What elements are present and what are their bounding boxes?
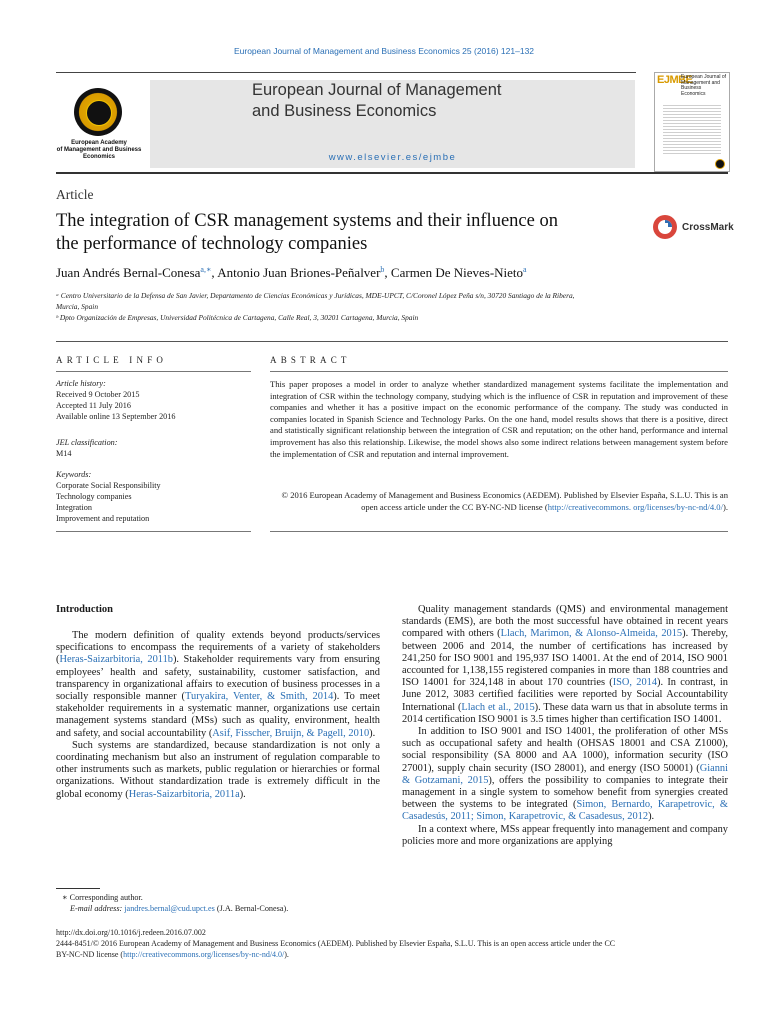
paragraph-text: ), offers the possibility to companies to integrate their management in a single system to somehow benefit from synergies created between the systems to be integrated ( bbox=[402, 774, 728, 811]
author-affiliation-mark[interactable]: a,∗ bbox=[200, 265, 212, 274]
introduction-heading: Introduction bbox=[56, 604, 113, 615]
paragraph-text: Such systems are standardized, because standardization is not only a coordinating mechanism but also an instrument of regulation comparable to other instruments such as markets, public regulation or hierarchies or formal organizations. Without standardization trade is extremely difficult in the global economy ( bbox=[56, 739, 380, 800]
article-info-rule bbox=[56, 371, 251, 372]
header-bottom-rule bbox=[56, 172, 728, 174]
abstract-bottom-rule bbox=[270, 531, 728, 532]
paragraph-text: ). bbox=[648, 811, 655, 823]
article-info-bottom-rule bbox=[56, 531, 251, 532]
logo-caption: European Academy of Management and Business Economics bbox=[56, 140, 142, 160]
paragraph-text: ). bbox=[239, 788, 246, 800]
article-history: Article history: Received 9 October 2015 Accepted 11 July 2016 Available online 13 September 2016 bbox=[56, 379, 176, 421]
doi-link[interactable]: http://dx.doi.org/10.1016/j.redeen.2016.07.002 bbox=[56, 928, 206, 937]
email-link[interactable]: jandres.bernal@cud.upct.es bbox=[124, 904, 215, 913]
paragraph-text: ). To meet stakeholder requirements in a systematic manner, organizations use certain management systems standard (MSs) such as quality, environment, health and safety, and social accountability ( bbox=[56, 691, 380, 739]
keyword: Improvement and reputation bbox=[56, 514, 150, 523]
affiliation-a: ᵃ Centro Universitario de la Defensa de San Javier, Departamento de Ciencias Económicas y Jurídicas, MDE-UPCT, C/Coronel López Peña s/n, 30720 Santiago de la Ribera, Murcia, Spain bbox=[56, 291, 575, 311]
body-left-column bbox=[56, 630, 380, 801]
paragraph-text: ). Stakeholder requirements vary from ensuring employees’ health and safety, sustainability, customer satisfaction, and transparency in organizational affairs to execution of business processes in a socially responsible manner ( bbox=[56, 654, 380, 703]
citation-link[interactable]: Asif, Fisscher, Bruijn, & Pagell, 2010 bbox=[212, 727, 370, 739]
cover-text-lines bbox=[663, 103, 721, 155]
paragraph-text: In addition to ISO 9001 and ISO 14001, the proliferation of other MSs such as occupational safety and health (OHSAS 18001 and CSA Z1000), social responsibility (SA 8000 and AA 1000), information security (ISO 27001), supply chain security (ISO 28001), and energy (ISO 50001) ( bbox=[402, 726, 728, 774]
article-info-heading: ARTICLE INFO bbox=[56, 355, 168, 365]
citation-link[interactable]: ISO, 2014 bbox=[612, 677, 658, 689]
keywords: Keywords: Corporate Social Responsibility Technology companies Integration Improvement and reputation bbox=[56, 469, 251, 524]
body-right-column bbox=[402, 604, 728, 848]
journal-cover-thumbnail bbox=[654, 72, 730, 172]
citation-link[interactable]: Llach, Marimon, & Alonso-Almeida, 2015 bbox=[500, 628, 683, 640]
crossmark-icon bbox=[652, 214, 678, 240]
abstract-heading: ABSTRACT bbox=[270, 355, 351, 365]
paragraph bbox=[56, 740, 380, 801]
paragraph-text: The modern definition of quality extends beyond products/services specifications to encompass the requirements of a variety of stakeholders ( bbox=[56, 630, 380, 666]
crossmark-label: CrossMark bbox=[682, 222, 734, 233]
license-link[interactable]: org/licenses/by-nc-nd/4.0/ bbox=[633, 501, 723, 512]
citation-link[interactable]: Llach et al., 2015 bbox=[461, 701, 535, 713]
paragraph bbox=[402, 726, 728, 824]
citation-link[interactable]: Heras-Saizarbitoria, 2011b bbox=[59, 654, 173, 666]
abstract-copyright: © 2016 European Academy of Management and Business Economics (AEDEM). Published by Elsevier España, S.L.U. This is an open access article under the CC BY-NC-ND license (http://creativecommons. org/licenses/by-nc-nd/4.0/). bbox=[281, 490, 728, 512]
author-name[interactable]: Carmen De Nieves-Nieto bbox=[390, 265, 524, 280]
citation-link[interactable]: Simon, Bernardo, Karapetrovic, & Casadesús, 2011; Simon, Karapetrovic, & Casadesus, 2012 bbox=[402, 799, 729, 823]
cover-title: European Journal of Management and Business Economics bbox=[681, 74, 727, 97]
footer-license-link[interactable]: http://creativecommons.org/licenses/by-nc-nd/4.0/ bbox=[123, 950, 285, 959]
affiliation-b: ᵇ Dpto Organización de Empresas, Universidad Politécnica de Cartagena, Calle Real, 3, 30201 Cartagena, Murcia, Spain bbox=[56, 313, 419, 322]
footnote-rule bbox=[56, 888, 100, 889]
paragraph bbox=[56, 630, 380, 740]
paragraph-text: ). In contrast, in June 2012, 3083 certified facilities were reported by Social Accountability International ( bbox=[402, 677, 728, 713]
author-list: Juan Andrés Bernal-Conesa$^{a,∗}$, Antonio Juan Briones-Peñalver$^b$, Carmen De Nieves-Nieto$^a$ bbox=[56, 265, 527, 280]
author-name[interactable]: Juan Andrés Bernal-Conesa bbox=[56, 265, 201, 280]
license-link[interactable]: http://creativecommons. bbox=[547, 501, 631, 512]
paragraph-text: In a context where, MSs appear frequently into management and company policies more and more organizations are applying bbox=[402, 823, 728, 847]
article-type-label: Article bbox=[56, 187, 94, 202]
cover-emblem-icon bbox=[715, 159, 725, 169]
logo-emblem-icon bbox=[74, 88, 122, 136]
aedem-logo bbox=[56, 86, 142, 164]
cover-logo: EJMBE bbox=[657, 74, 693, 86]
keyword: Technology companies bbox=[56, 492, 132, 501]
header-top-rule bbox=[56, 72, 636, 73]
article-title: The integration of CSR management systems and their influence on the performance of technology companies bbox=[56, 211, 558, 254]
paragraph bbox=[402, 824, 728, 848]
license-statement-line1: 2444-8451/© 2016 European Academy of Management and Business Economics (AEDEM). Published by Elsevier España, S.L.U. This is an open access article under the CC bbox=[56, 939, 616, 948]
jel-classification: JEL classification: M14 bbox=[56, 438, 118, 458]
keyword: Integration bbox=[56, 503, 92, 512]
journal-url-link[interactable]: www.elsevier.es/ejmbe bbox=[328, 152, 457, 163]
citation-link[interactable]: Gianni & Gotzamani, 2015 bbox=[402, 762, 728, 786]
paragraph bbox=[402, 604, 728, 726]
email-note: E-mail address: jandres.bernal@cud.upct.es (J.A. Bernal-Conesa). bbox=[70, 904, 289, 913]
paragraph-text: ). These data warn us that in absolute terms in 2014 certification ISO 9001 is 3.5 times higher than certification ISO 14001. bbox=[402, 701, 728, 725]
author-affiliation-mark[interactable]: a bbox=[523, 265, 527, 274]
author-affiliation-mark[interactable]: b bbox=[380, 265, 385, 274]
journal-reference[interactable]: European Journal of Management and Business Economics 25 (2016) 121–132 bbox=[233, 46, 535, 56]
license-statement-line2: BY-NC-ND license (http://creativecommons.org/licenses/by-nc-nd/4.0/). bbox=[56, 950, 289, 959]
author-name[interactable]: Antonio Juan Briones-Peñalver bbox=[217, 265, 381, 280]
citation-link[interactable]: Heras-Saizarbitoria, 2011a bbox=[128, 788, 240, 800]
corresponding-author-note: ∗ Corresponding author. bbox=[62, 893, 143, 902]
paragraph-text: ). bbox=[369, 727, 376, 739]
paragraph-text: Quality management standards (QMS) and environmental management standards (EMS), are both the most successful have obtained in recent years compared with others ( bbox=[402, 604, 728, 640]
abstract-rule bbox=[270, 371, 728, 372]
abstract-text: This paper proposes a model in order to analyze whether standardized management systems facilitate the implementation and integration of CSR within the technology company, studying which is the influence of CSR in reputation and improvement of these companies and whether it has a positive impact on the economic performance of the company. The study was conducted in companies located in Spanish Science and Technology Parks. On the one hand, model results shows that there is a positive, direct and statistically significant relationship between the integration of CSR and reputation; on the other hand, performance and internal improvement has also this relationship. Likewise, the model shows also some indirect relations between management system before the implementation of CSR and reputation and internal improvement. bbox=[270, 379, 728, 459]
crossmark-button[interactable] bbox=[652, 214, 732, 244]
citation-link[interactable]: Turyakira, Venter, & Smith, 2014 bbox=[185, 691, 334, 703]
journal-title: European Journal of Management and Business Economics bbox=[252, 81, 502, 120]
keyword: Corporate Social Responsibility bbox=[56, 481, 161, 490]
section-rule bbox=[56, 341, 728, 342]
paragraph-text: ). Thereby, between 2006 and 2014, the number of certifications has increased by 241,250 for ISO 9001 and 195,937 ISO 14001. At the end of 2014, ISO 9001 accounted for 1,138,155 registered companies in more than 188 countries and ISO 14001 for 324,148 in about 170 countries ( bbox=[402, 628, 729, 689]
